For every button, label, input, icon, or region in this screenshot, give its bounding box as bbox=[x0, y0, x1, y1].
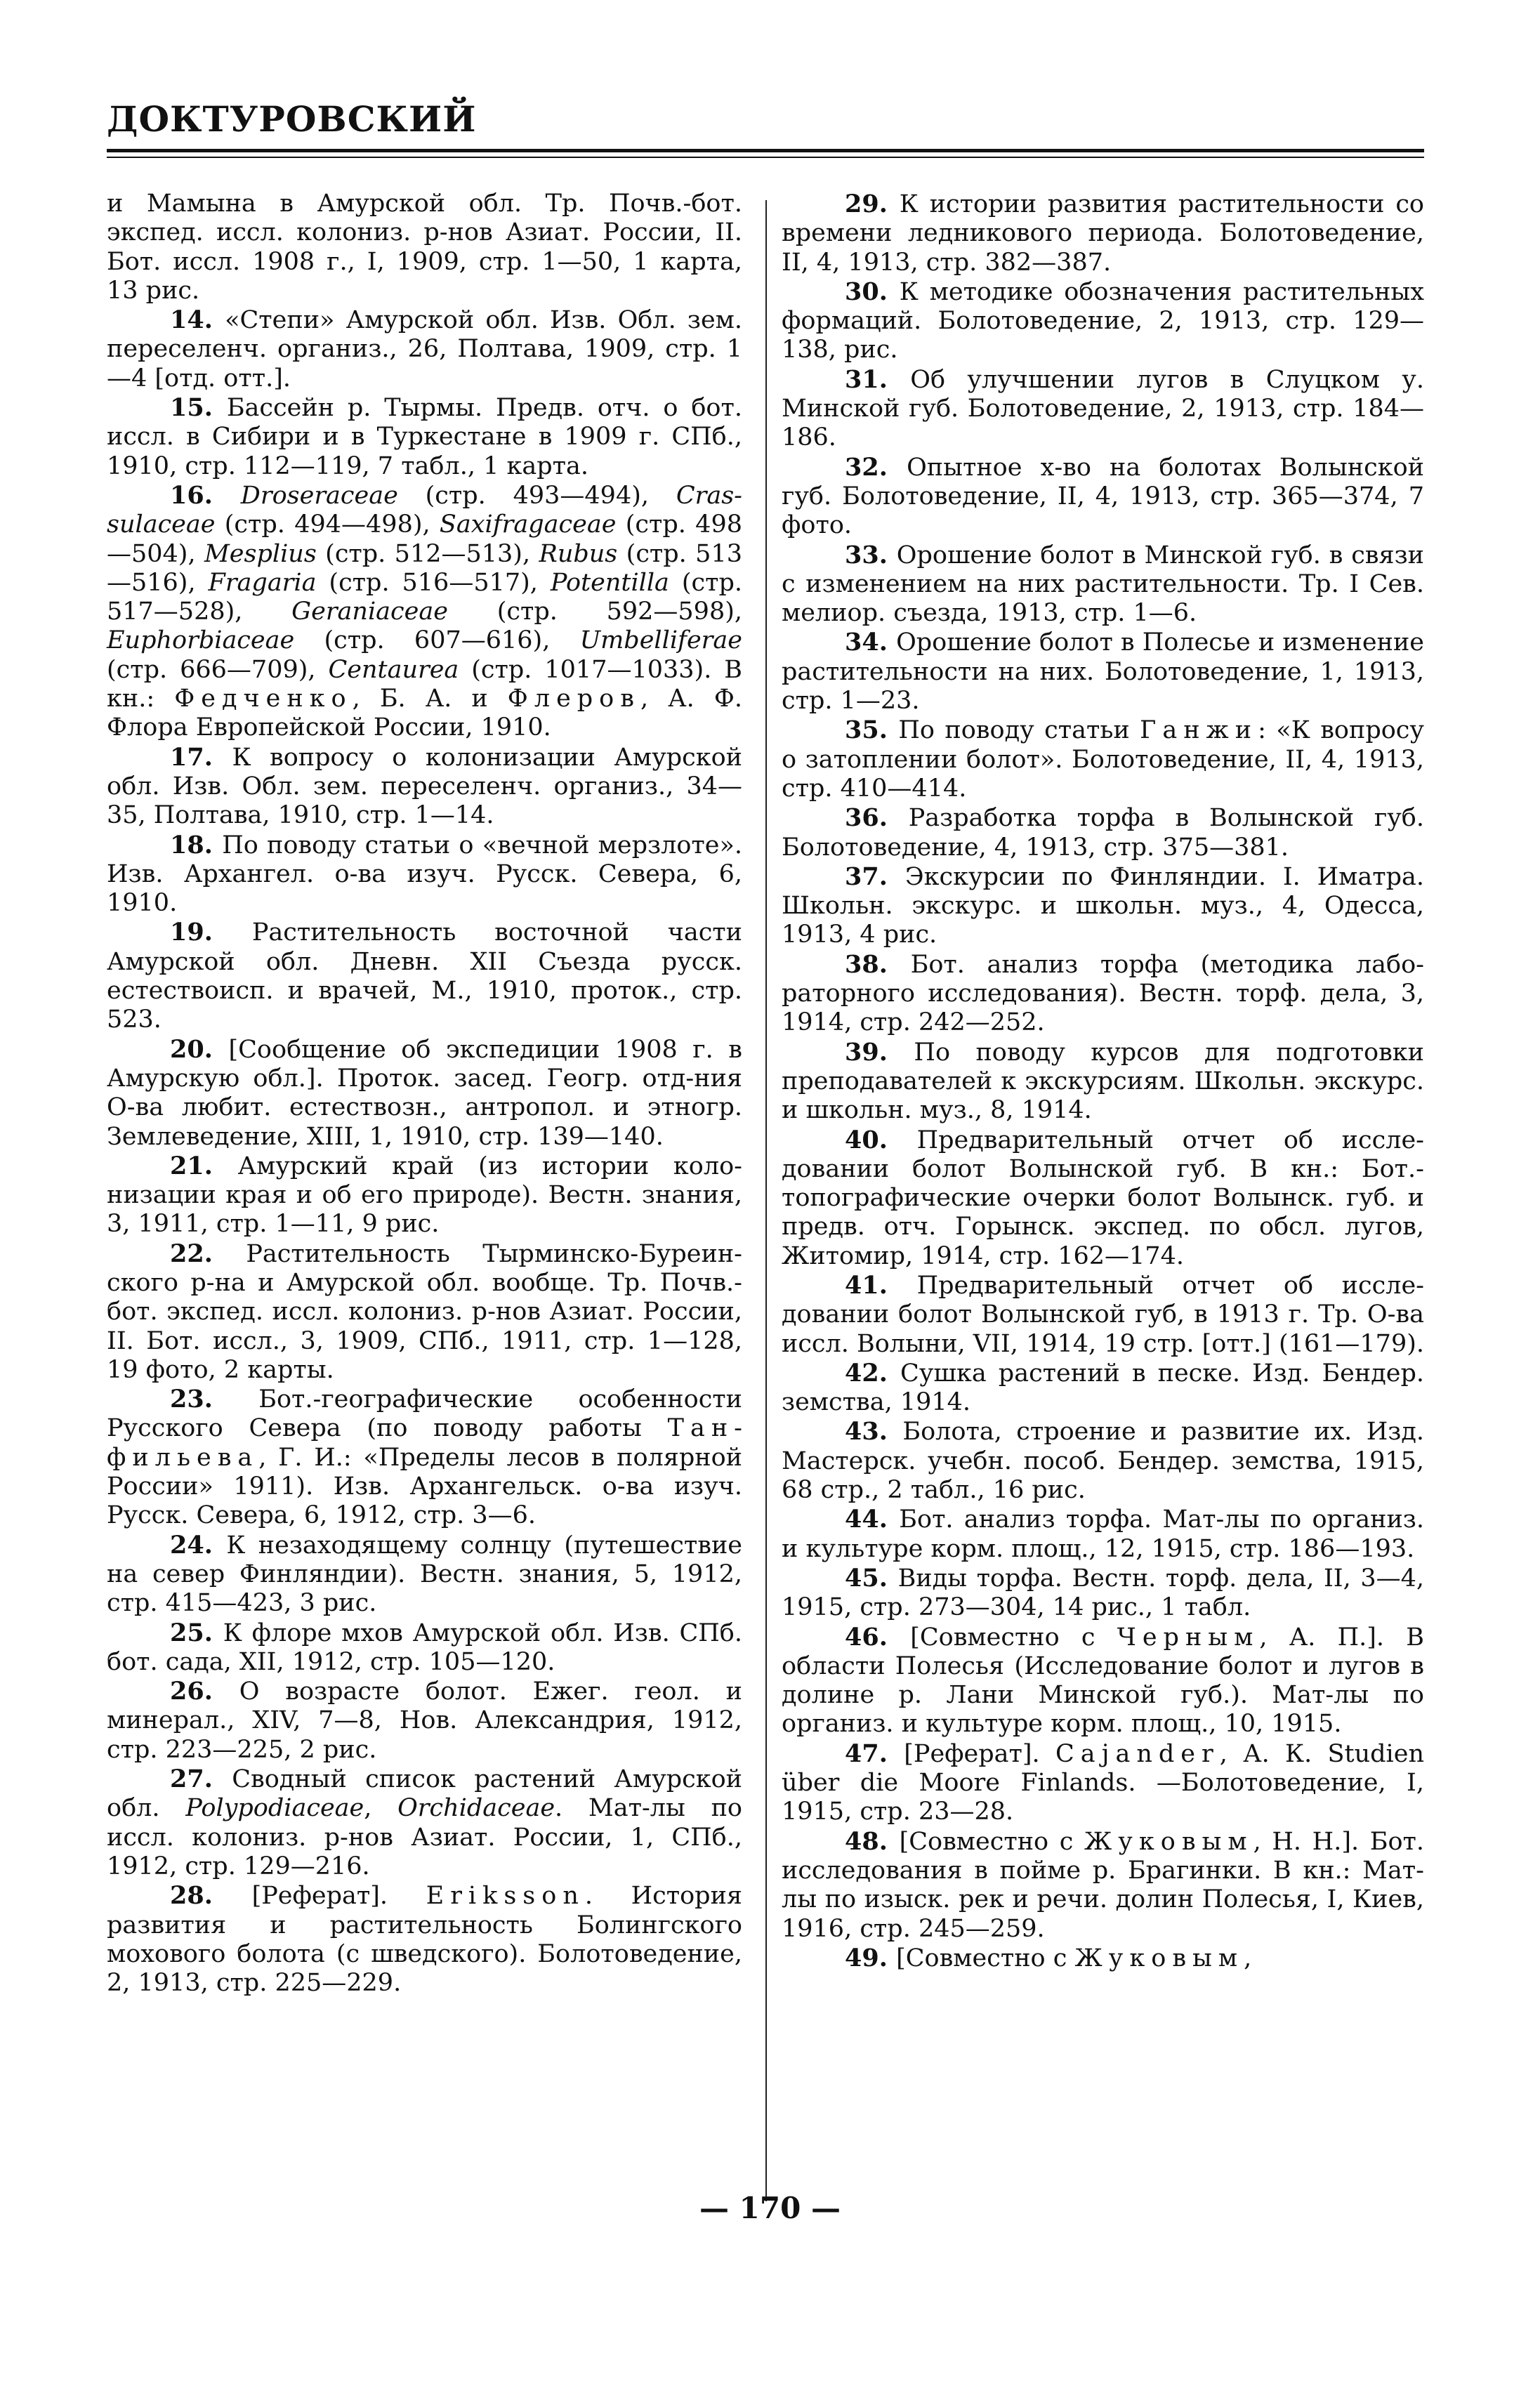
taxon-name: Fragaria bbox=[208, 568, 317, 597]
taxon-name: Crassulaceae bbox=[107, 481, 742, 539]
entry-text: (стр. 666—709), bbox=[107, 655, 329, 684]
bibliography-entry bbox=[107, 190, 742, 305]
right-column bbox=[782, 190, 1424, 1973]
entry-number: 48. bbox=[845, 1826, 900, 1856]
bibliography-entry bbox=[107, 1619, 742, 1678]
taxon-name: Polypodiaceae bbox=[185, 1794, 364, 1823]
entry-text: (стр. 1017—1033). В кн.: bbox=[107, 655, 743, 713]
bibliography-entry bbox=[782, 1827, 1424, 1944]
entry-number: 23. bbox=[170, 1385, 259, 1414]
bibliography-entry bbox=[107, 1385, 742, 1530]
entry-text: [Совместно с bbox=[910, 1623, 1117, 1652]
entry-number: 21. bbox=[170, 1151, 238, 1180]
entry-text: Сушка растений в песке. Изд. Бендер. земства, 1914. bbox=[782, 1359, 1424, 1417]
entry-text: , Г. И.: «Пределы лесов в полярной России» 1911). Изв. Архангельск. о-ва изуч. Русск. Севера, 6, 1912, стр. 3—6. bbox=[107, 1443, 742, 1530]
bibliography-entry bbox=[782, 1739, 1424, 1827]
bibliography-entry bbox=[782, 190, 1424, 277]
entry-text: Об улучшении лугов в Слуцком у. Минской губ. Болотоведение, 2, 1913, стр. 184—186. bbox=[782, 365, 1425, 452]
entry-number: 27. bbox=[170, 1765, 232, 1794]
entry-text: и Мамына в Амурской обл. Тр. Почв.-бот. экспед. иссл. колониз. р-нов Азиат. России, II. Бот. иссл. 1908 г., I, 1909, стр. 1—50, 1 карта, 13 рис. bbox=[107, 190, 742, 305]
entry-text: (стр. 512—513), bbox=[316, 539, 539, 568]
entry-text: К истории развития растительности со времени ледникового периода. Болотоведение, II, 4, 1913, стр. 382—387. bbox=[782, 190, 1424, 277]
author-name: Флеров bbox=[507, 685, 640, 713]
entry-number: 25. bbox=[170, 1618, 223, 1647]
entry-number: 49. bbox=[845, 1943, 897, 1972]
entry-text: По поводу статьи bbox=[898, 716, 1140, 745]
entry-number: 33. bbox=[845, 540, 897, 569]
left-column bbox=[107, 190, 742, 1998]
bibliography-entry bbox=[782, 803, 1424, 862]
bibliography-entry bbox=[107, 481, 742, 743]
entry-number: 28. bbox=[170, 1881, 252, 1911]
entry-text: Бассейн р. Тырмы. Предв. отч. о бот. иссл. в Сибири и в Туркестане в 1909 г. СПб., 1910, стр. 112—119, 7 табл., 1 карта. bbox=[107, 394, 742, 480]
entry-text: Растительность Тырминско-Буреинского р-на и Амурской обл. вообще. Тр. Почв.-бот. экспед. иссл. колониз. р-нов Азиат. России, II. Бот. иссл., 3, 1909, СПб., 1911, стр. 1—128, 19 фото, 2 карты. bbox=[107, 1239, 742, 1384]
entry-text: К методике обозначения растительных формаций. Болотоведение, 2, 1913, стр. 129—138, рис. bbox=[782, 277, 1424, 364]
bibliography-entry bbox=[782, 453, 1424, 541]
entry-text: , bbox=[1244, 1944, 1252, 1972]
author-name: Cajander bbox=[1055, 1739, 1220, 1768]
entry-text: По поводу курсов для подготовки преподавателей к экскурсиям. Школьн. экскурс. и школьн. муз., 8, 1914. bbox=[782, 1038, 1425, 1125]
entry-text: Орошение болот в Минской губ. в связи с изменением на них растительности. Тр. I Сев. мелиор. съезда, 1913, стр. 1—6. bbox=[782, 541, 1424, 628]
entry-number: 39. bbox=[845, 1037, 914, 1067]
entry-number: 14. bbox=[170, 305, 225, 335]
entry-text: К флоре мхов Амурской обл. Изв. СПб. бот. сада, XII, 1912, стр. 105—120. bbox=[107, 1619, 742, 1676]
bibliography-entry bbox=[107, 1677, 742, 1765]
entry-number: 44. bbox=[845, 1505, 900, 1534]
bibliography-entry bbox=[107, 305, 742, 393]
bibliography-entry bbox=[107, 1035, 742, 1152]
entry-text: (стр. 607—616), bbox=[294, 626, 580, 655]
entry-text: . Мат-лы по иссл. колониз. р-нов Азиат. России, 1, СПб., 1912, стр. 129—216. bbox=[107, 1794, 742, 1880]
bibliography-entry bbox=[107, 1531, 742, 1619]
bibliography-entry bbox=[782, 1944, 1424, 1973]
bibliography-entry bbox=[782, 541, 1424, 628]
header-rule-thick bbox=[107, 149, 1424, 152]
entry-text: Сводный список растений Амурской обл. bbox=[107, 1765, 743, 1823]
bibliography-entry bbox=[782, 950, 1424, 1038]
entry-text: Болота, строение и развитие их. Изд. Мастерск. учебн. пособ. Бендер. земства, 1915, 68 стр., 2 табл., 16 рис. bbox=[782, 1418, 1425, 1505]
bibliography-entry bbox=[107, 743, 742, 831]
entry-text: , bbox=[364, 1794, 398, 1823]
entry-number: 18. bbox=[170, 830, 223, 859]
entry-text: Амурский край (из истории колонизации края и об его природе). Вестн. знания, 3, 1911, стр. 1—11, 9 рис. bbox=[107, 1152, 742, 1239]
entry-text: (стр. 493—494), bbox=[397, 481, 676, 510]
entry-number: 36. bbox=[845, 803, 909, 833]
entry-text: Орошение болот в Полесье и изменение растительности на них. Болотоведение, 1, 1913, стр. 1—23. bbox=[782, 628, 1425, 716]
entry-number: 22. bbox=[170, 1239, 246, 1268]
bibliography-entry bbox=[782, 277, 1424, 365]
entry-number: 19. bbox=[170, 918, 252, 947]
entry-text: [Совместно с bbox=[899, 1827, 1084, 1856]
entry-text: (стр. 513—516), bbox=[107, 539, 742, 597]
bibliography-entry bbox=[782, 1623, 1424, 1739]
entry-text: [Реферат]. bbox=[904, 1739, 1055, 1768]
bibliography-entry bbox=[782, 1126, 1424, 1271]
entry-number: 29. bbox=[845, 190, 900, 218]
entry-number: 17. bbox=[170, 742, 232, 772]
taxon-name: Umbelliferae bbox=[579, 626, 742, 655]
entry-text: . История развития и растительность Болингского мохового болота (с шведского). Болотоведение, 2, 1913, стр. 225—229. bbox=[107, 1882, 742, 1998]
entry-text: (стр. 592—598), bbox=[447, 598, 742, 626]
author-name: Жуковым bbox=[1074, 1944, 1244, 1972]
entry-number: 31. bbox=[845, 364, 911, 394]
entry-text: , А. П.]. В области Полесья (Исследование болот и лугов в долине р. Лани Минской губ.). Мат-лы по организ. и культуре корм. площ., 10, 1915. bbox=[782, 1623, 1424, 1739]
entry-text: (стр. 516—517), bbox=[316, 568, 551, 597]
entry-text: Предварительный отчет об исследовании болот Волынской губ, в 1913 г. Тр. О-ва иссл. Волыни, VII, 1914, 19 стр. [отт.] (161—179). bbox=[782, 1271, 1424, 1358]
entry-number: 32. bbox=[845, 452, 907, 482]
bibliography-entry bbox=[107, 1881, 742, 1998]
entry-number: 34. bbox=[845, 628, 897, 657]
taxon-name: Orchidaceae bbox=[397, 1794, 555, 1823]
column-divider bbox=[765, 200, 767, 2201]
entry-text: Предварительный отчет об исследовании болот Волынской губ. В кн.: Бот.-топографические очерки болот Волынск. губ. и предв. отч. Горынск. экспед. по обсл. лугов, Житомир, 1914, стр. 162—174. bbox=[782, 1126, 1424, 1270]
entry-text: Виды торфа. Вестн. торф. дела, II, 3—4, 1915, стр. 273—304, 14 рис., 1 табл. bbox=[782, 1564, 1425, 1622]
bibliography-entry bbox=[107, 1765, 742, 1881]
entry-text: , А. К. Studien über die Moore Finlands. —Болотоведение, I, 1915, стр. 23—28. bbox=[782, 1739, 1424, 1826]
bibliography-entry bbox=[782, 1564, 1424, 1623]
author-name: Жуковым bbox=[1084, 1827, 1253, 1856]
taxon-name: Centaurea bbox=[328, 655, 459, 684]
entry-text: (стр. 494—498), bbox=[215, 510, 440, 539]
page-number: — 170 — bbox=[699, 2191, 841, 2225]
entry-text: [Сообщение об экспедиции 1908 г. в Амурскую обл.]. Проток. засед. Геогр. отд-ния О-ва любит. естествозн., антропол. и этногр. Землеведение, XIII, 1, 1910, стр. 139—140. bbox=[107, 1035, 742, 1151]
entry-text: К незаходящему солнцу (путешествие на север Финляндии). Вестн. знания, 5, 1912, стр. 415—423, 3 рис. bbox=[107, 1531, 742, 1618]
entry-number: 16. bbox=[170, 480, 241, 510]
taxon-name: Geraniaceae bbox=[291, 598, 448, 626]
entry-number: 40. bbox=[845, 1125, 917, 1154]
entry-number: 43. bbox=[845, 1417, 903, 1446]
entry-number: 46. bbox=[845, 1622, 911, 1652]
header-rule-thin bbox=[107, 157, 1424, 158]
entry-text: Бот. анализ торфа. Мат-лы по организ. и культуре корм. площ., 12, 1915, стр. 186—193. bbox=[782, 1505, 1425, 1563]
entry-text: [Реферат]. bbox=[251, 1882, 426, 1911]
bibliography-entry bbox=[782, 1271, 1424, 1359]
entry-text: Бот.-географические особенности Русского Севера (по поводу работы bbox=[107, 1385, 742, 1443]
bibliography-entry bbox=[107, 393, 742, 481]
bibliography-entry bbox=[782, 365, 1424, 453]
entry-text: Экскурсии по Финляндии. I. Иматра. Школьн. экскурс. и школьн. муз., 4, Одесса, 1913, 4 рис. bbox=[782, 862, 1425, 949]
entry-text: Растительность восточной части Амурской обл. Дневн. XII Съезда русск. естествоисп. и врачей, М., 1910, проток., стр. 523. bbox=[107, 918, 742, 1034]
bibliography-entry bbox=[107, 831, 742, 918]
entry-number: 20. bbox=[170, 1034, 229, 1064]
taxon-name: Rubus bbox=[539, 539, 618, 568]
author-name: Черным bbox=[1117, 1623, 1260, 1652]
entry-text: (стр. 498—504), bbox=[107, 510, 742, 568]
entry-number: 42. bbox=[845, 1358, 901, 1388]
bibliography-entry bbox=[782, 862, 1424, 950]
taxon-name: Saxifragaceae bbox=[439, 510, 617, 539]
entry-number: 30. bbox=[845, 277, 900, 306]
entry-text: Опытное х-во на болотах Волынской губ. Болотоведение, II, 4, 1913, стр. 365—374, 7 фото. bbox=[782, 453, 1425, 540]
entry-text: По поводу статьи о «вечной мерзлоте». Изв. Архангел. о-ва изуч. Русск. Севера, 6, 1910. bbox=[107, 831, 743, 918]
entry-text: , А. Ф. Флора Европейской России, 1910. bbox=[107, 685, 743, 742]
author-name: Федченко bbox=[174, 685, 353, 713]
bibliography-entry bbox=[107, 918, 742, 1034]
entry-text: , Б. А. и bbox=[352, 685, 508, 713]
entry-number: 35. bbox=[845, 716, 899, 745]
entry-text: К вопросу о колонизации Амурской обл. Изв. Обл. зем. переселенч. организ., 34—35, Полтава, 1910, стр. 1—14. bbox=[107, 743, 742, 830]
entry-text: «Степи» Амурской обл. Изв. Обл. зем. переселенч. организ., 26, Полтава, 1909, стр. 1—4 [отд. отт.]. bbox=[107, 306, 743, 393]
entry-number: 45. bbox=[845, 1563, 898, 1593]
author-name: Eriksson bbox=[426, 1882, 585, 1911]
bibliography-entry bbox=[782, 628, 1424, 716]
entry-text: О возрасте болот. Ежег. геол. и минерал., XIV, 7—8, Нов. Александрия, 1912, стр. 223—225, 2 рис. bbox=[107, 1678, 742, 1764]
bibliography-entry bbox=[782, 1417, 1424, 1505]
bibliography-entry bbox=[782, 1505, 1424, 1564]
entry-text: (стр. 517—528), bbox=[107, 568, 742, 626]
bibliography-entry bbox=[107, 1152, 742, 1239]
entry-number: 15. bbox=[170, 393, 227, 423]
entry-number: 47. bbox=[845, 1739, 904, 1768]
taxon-name: Euphorbiaceae bbox=[107, 626, 295, 655]
entry-text: : «К вопросу о затоплении болот». Болотоведение, II, 4, 1913, стр. 410—414. bbox=[782, 716, 1425, 803]
author-name: Ганжи bbox=[1140, 716, 1258, 745]
taxon-name: Mesplius bbox=[204, 539, 317, 568]
entry-number: 37. bbox=[845, 862, 905, 891]
bibliography-entry bbox=[782, 1038, 1424, 1126]
entry-text: Разработка торфа в Волынской губ. Болотоведение, 4, 1913, стр. 375—381. bbox=[782, 804, 1424, 862]
entry-number: 41. bbox=[845, 1270, 917, 1300]
entry-text: , Н. Н.]. Бот. исследования в пойме р. Брагинки. В кн.: Мат-лы по изыск. рек и речи. долин Полесья, I, Киев, 1916, стр. 245—259. bbox=[782, 1827, 1425, 1943]
taxon-name: Droseraceae bbox=[240, 481, 398, 510]
entry-number: 26. bbox=[170, 1677, 239, 1706]
bibliography-entry bbox=[782, 716, 1424, 803]
entry-text: Бот. анализ торфа (методика лабораторного исследования). Вестн. торф. дела, 3, 1914, стр. 242—252. bbox=[782, 950, 1424, 1037]
taxon-name: Potentilla bbox=[550, 568, 669, 597]
running-header: ДОКТУРОВСКИЙ bbox=[107, 98, 477, 140]
entry-text: [Совместно с bbox=[896, 1944, 1075, 1972]
entry-number: 38. bbox=[845, 949, 911, 979]
author-name: Танфильева bbox=[107, 1414, 742, 1472]
bibliography-entry bbox=[107, 1239, 742, 1385]
bibliography-entry bbox=[782, 1359, 1424, 1418]
entry-number: 24. bbox=[170, 1530, 227, 1560]
